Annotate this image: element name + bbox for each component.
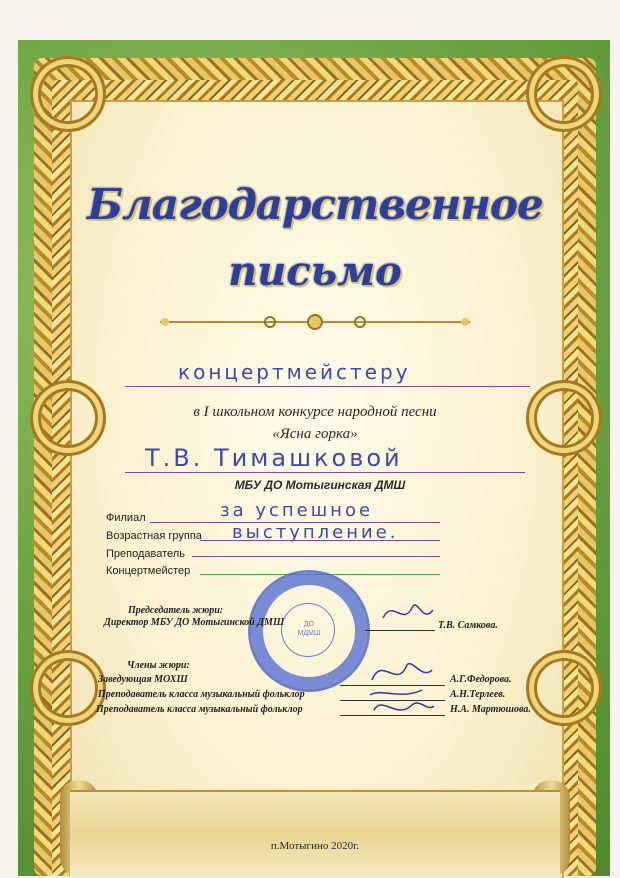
underline (125, 472, 525, 473)
jury-members-heading: Члены жюри: (127, 660, 190, 671)
round-seal-stamp (248, 570, 370, 692)
signature-members (362, 650, 442, 730)
ornament-swirl-icon (526, 380, 602, 456)
underline (200, 540, 440, 541)
jury-member-role: Заведующая МОХШ (98, 674, 188, 685)
stamp-text: ДО МДМШ (297, 621, 321, 637)
age-group-value-handwritten: выступление. (232, 522, 399, 543)
jury-member-name: Н.А. Мартюшова. (450, 704, 531, 715)
certificate-title: Благодарственное (87, 180, 543, 229)
jury-member-name: А.Н.Терлеев. (450, 689, 506, 700)
recipient-name-handwritten: Т.В. Тимашковой (145, 444, 403, 472)
contest-title: «Ясна горка» (272, 426, 358, 442)
certificate-title-line2: письмо (228, 248, 402, 295)
jury-chair-name: Т.В. Самкова. (438, 620, 498, 631)
institution-name: МБУ ДО Мотыгинская ДМШ (234, 478, 406, 492)
jury-member-role: Преподаватель класса музыкальный фольклор (96, 704, 303, 715)
accompanist-label: Концертмейстер (106, 565, 191, 577)
branch-label: Филиал (106, 512, 146, 524)
signature-line (340, 715, 445, 716)
signature-line (340, 685, 445, 686)
jury-chair-title: Председатель жюри: (128, 605, 224, 616)
recipient-role-handwritten: концертмейстеру (178, 360, 411, 384)
signature-line (340, 700, 445, 701)
footer-place-date: п.Мотыгино 2020г. (270, 840, 360, 852)
ornament-swirl-icon (30, 380, 106, 456)
underline (192, 556, 440, 557)
jury-chair-position: Директор МБУ ДО Мотыгинской ДМШ (104, 617, 285, 628)
ornament-divider-icon (150, 312, 480, 332)
footer-scroll (70, 790, 560, 878)
signature-chair (378, 598, 438, 628)
jury-member-name: А.Г.Федорова. (450, 674, 512, 685)
teacher-label: Преподаватель (106, 548, 185, 560)
jury-member-role: Преподаватель класса музыкальный фольклор (98, 689, 305, 700)
ornament-corner-icon (526, 56, 602, 132)
contest-name: в I школьном конкурсе народной песни (193, 404, 437, 420)
branch-value-handwritten: за успешное (220, 500, 374, 521)
signature-line (365, 630, 435, 631)
ornament-swirl-icon (526, 650, 602, 726)
underline (125, 386, 530, 387)
age-group-label: Возрастная группа (106, 530, 202, 542)
ornament-corner-icon (30, 56, 106, 132)
ornament-swirl-icon (30, 650, 106, 726)
